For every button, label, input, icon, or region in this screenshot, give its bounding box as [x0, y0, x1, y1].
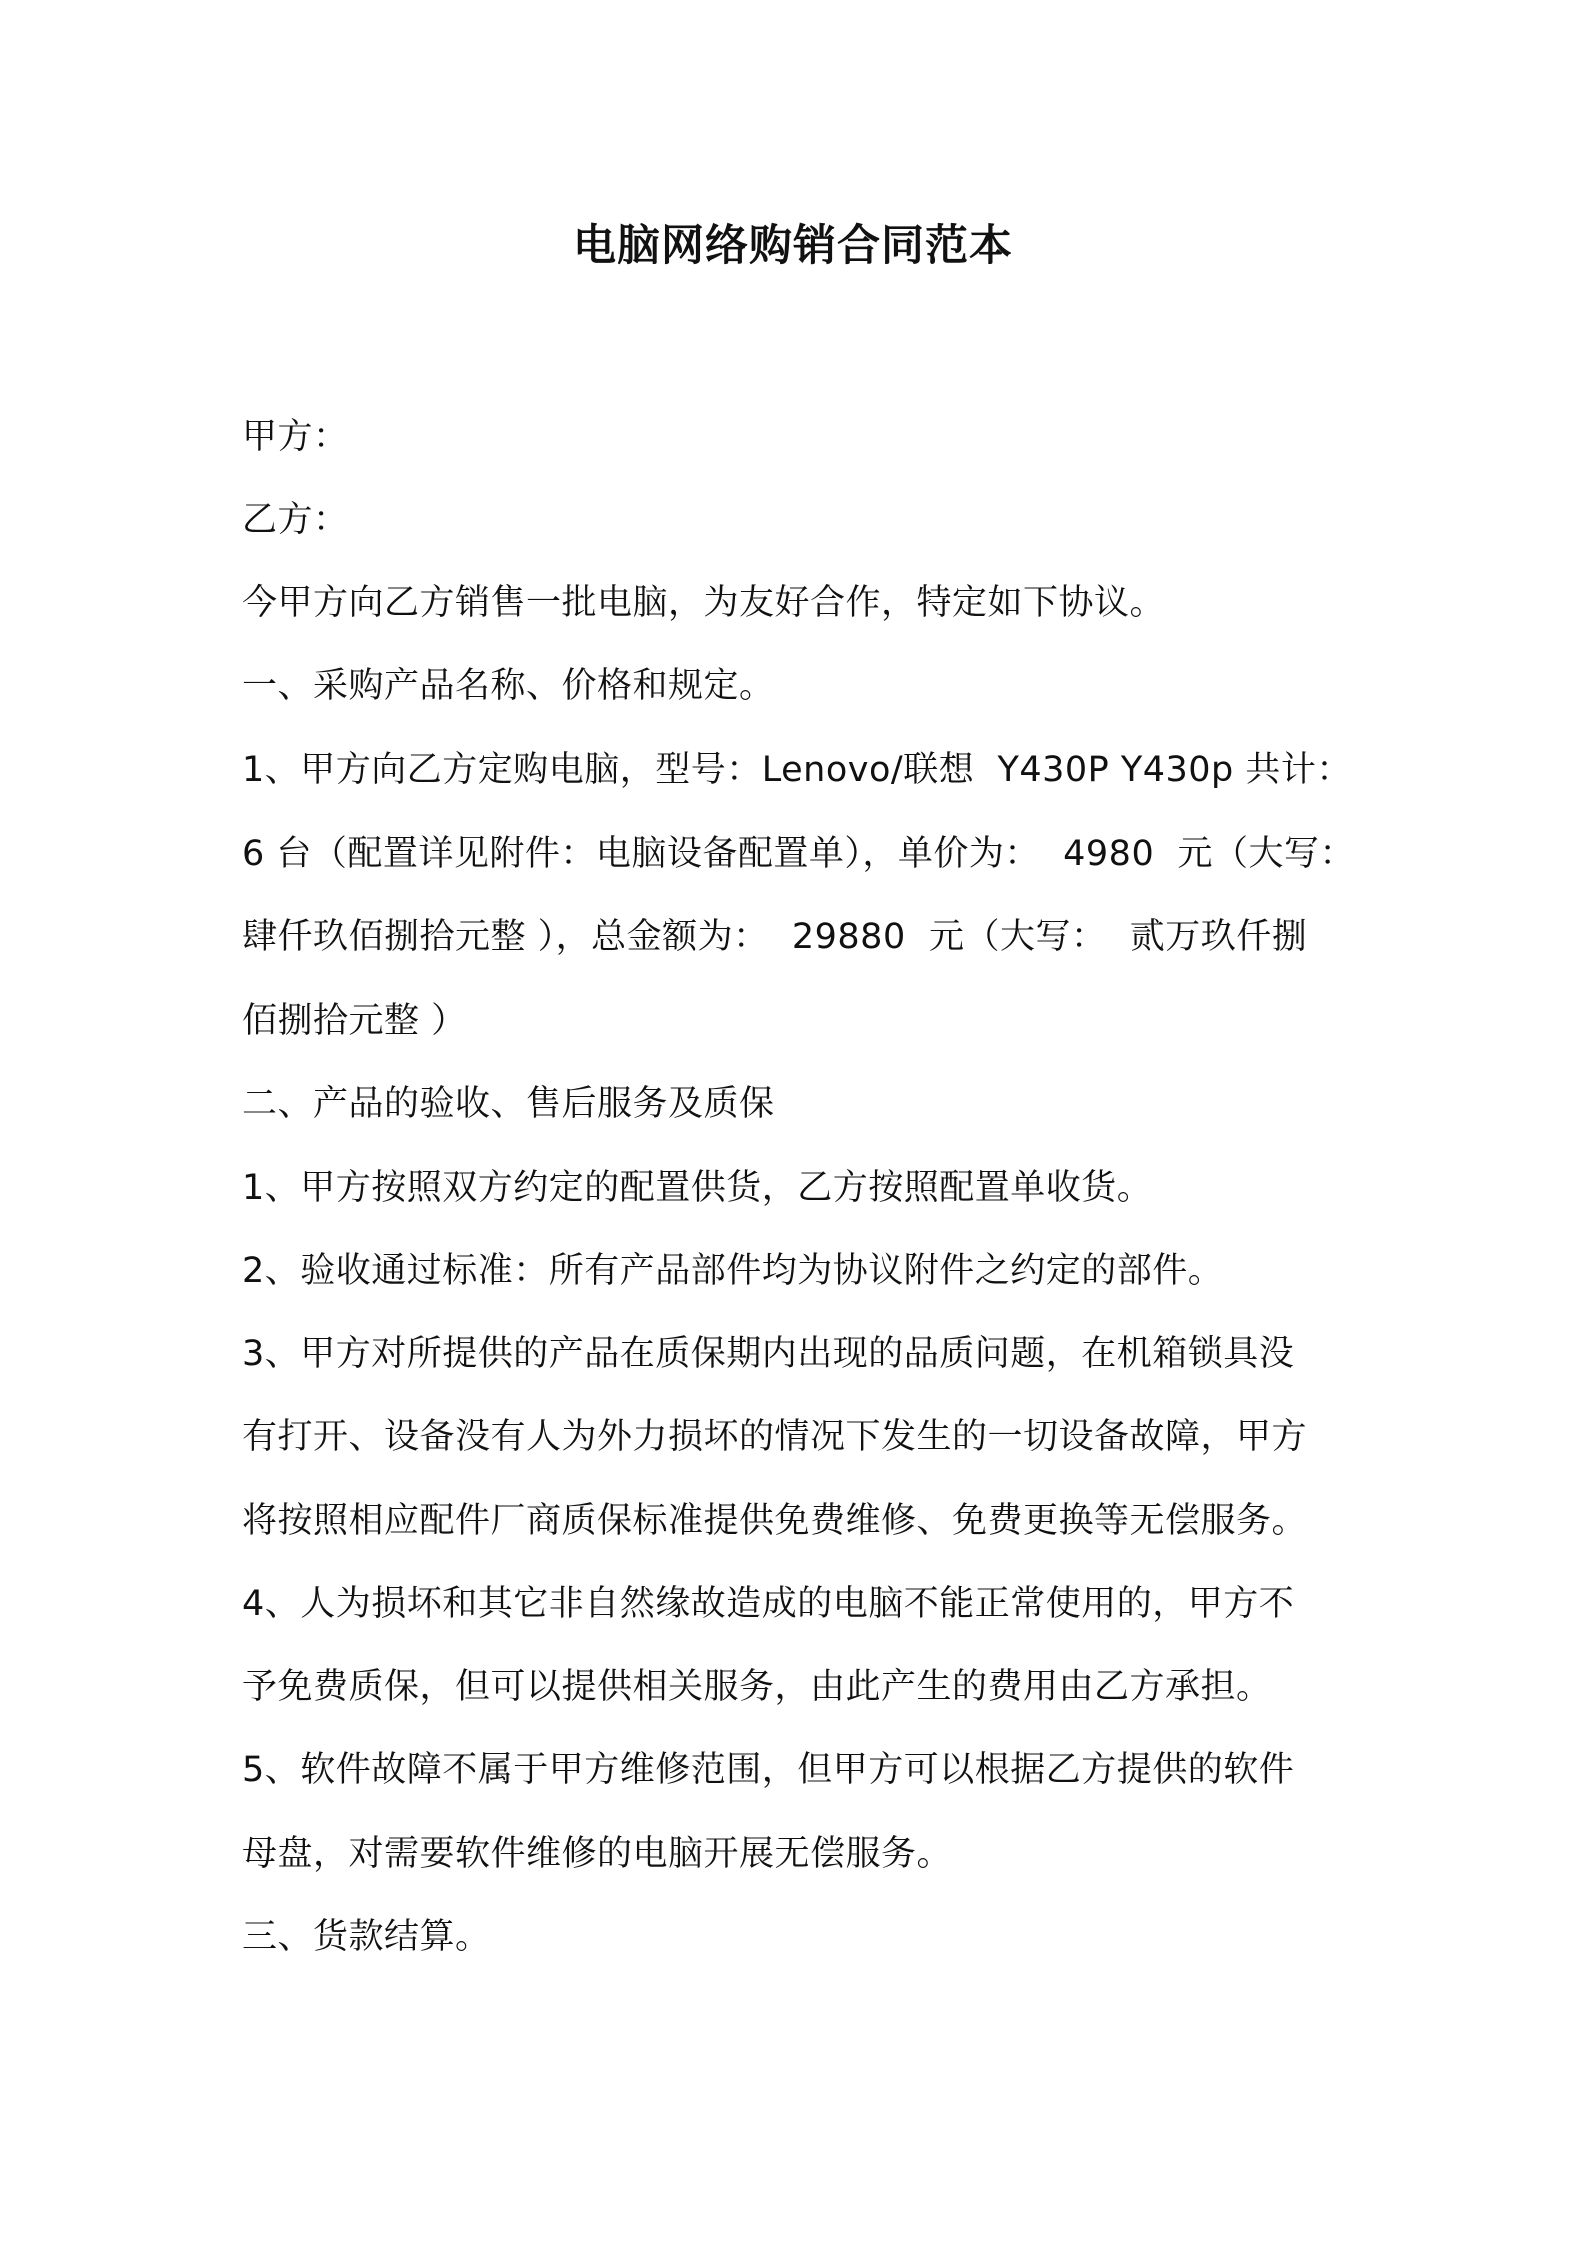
clause-1-1-line-3: 肆仟玖佰捌拾元整 ），总金额为： 29880 元（大写： 贰万玖仟捌 — [242, 917, 1308, 957]
party-b-line: 乙方： — [242, 500, 349, 540]
party-a-line: 甲方： — [242, 417, 349, 457]
document-title: 电脑网络购销合同范本 — [573, 221, 1013, 271]
clause-2-4-line-1: 4、人为损坏和其它非自然缘故造成的电脑不能正常使用的，甲方不 — [242, 1584, 1295, 1624]
intro-paragraph: 今甲方向乙方销售一批电脑，为友好合作，特定如下协议。 — [242, 583, 1166, 623]
clause-1-1-line-4: 佰捌拾元整 ） — [242, 1001, 467, 1041]
clause-2-1: 1、甲方按照双方约定的配置供货，乙方按照配置单收货。 — [242, 1168, 1153, 1208]
section-3-heading: 三、货款结算。 — [242, 1917, 491, 1957]
section-1-heading: 一、采购产品名称、价格和规定。 — [242, 666, 775, 706]
clause-2-4-line-2: 予免费质保，但可以提供相关服务，由此产生的费用由乙方承担。 — [242, 1667, 1272, 1707]
clause-2-3-line-3: 将按照相应配件厂商质保标准提供免费维修、免费更换等无偿服务。 — [242, 1501, 1308, 1541]
clause-1-1-line-2: 6 台（配置详见附件：电脑设备配置单），单价为： 4980 元（大写： — [242, 834, 1355, 874]
clause-2-2: 2、验收通过标准：所有产品部件均为协议附件之约定的部件。 — [242, 1251, 1224, 1291]
clause-2-3-line-1: 3、甲方对所提供的产品在质保期内出现的品质问题，在机箱锁具没 — [242, 1334, 1295, 1374]
clause-2-5-line-1: 5、软件故障不属于甲方维修范围，但甲方可以根据乙方提供的软件 — [242, 1750, 1295, 1790]
clause-1-1-line-1: 1、甲方向乙方定购电脑，型号：Lenovo/联想 Y430P Y430p 共计： — [242, 750, 1352, 790]
clause-2-3-line-2: 有打开、设备没有人为外力损坏的情况下发生的一切设备故障，甲方 — [242, 1417, 1308, 1457]
section-2-heading: 二、产品的验收、售后服务及质保 — [242, 1084, 775, 1124]
clause-2-5-line-2: 母盘，对需要软件维修的电脑开展无偿服务。 — [242, 1834, 953, 1874]
